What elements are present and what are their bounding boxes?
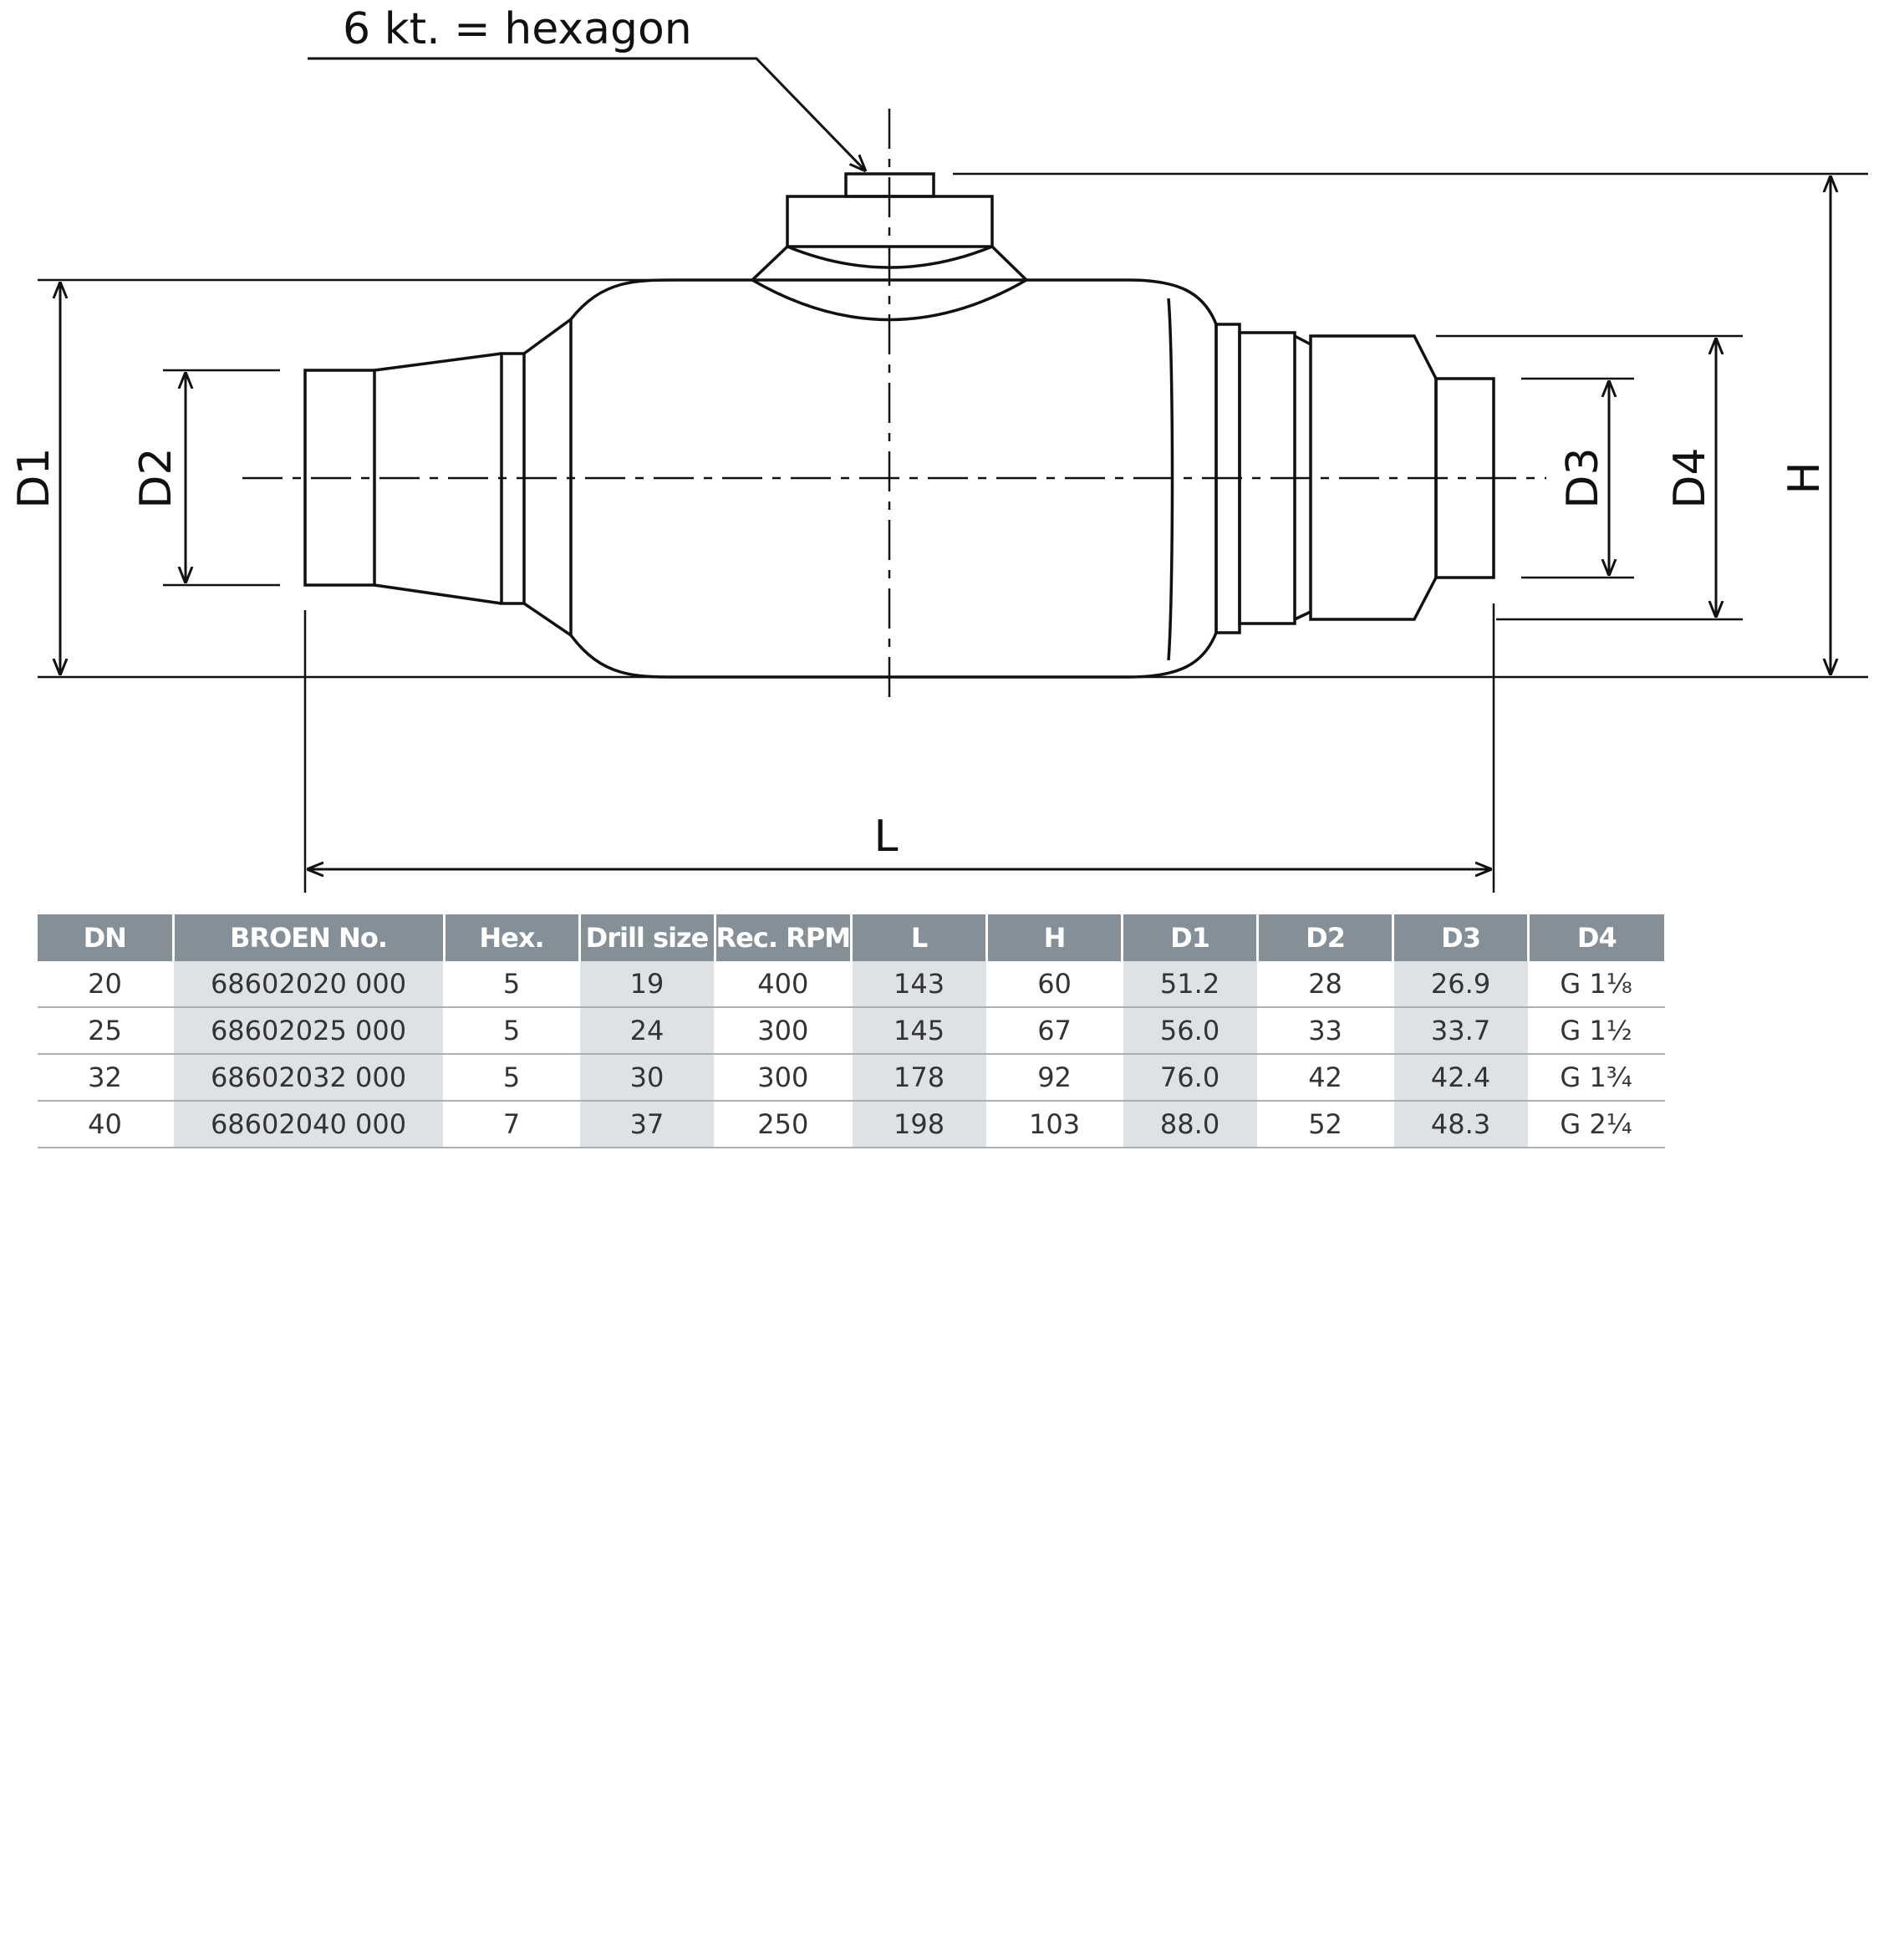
cell-h: 92 bbox=[987, 1054, 1123, 1101]
cell-d3: 42.4 bbox=[1393, 1054, 1529, 1101]
col-header-rec-rpm: Rec. RPM bbox=[715, 914, 852, 961]
col-header-broen-no: BROEN No. bbox=[173, 914, 444, 961]
dim-label-d3: D3 bbox=[1558, 447, 1608, 509]
cell-hex: 7 bbox=[444, 1101, 579, 1148]
cell-drill-size: 30 bbox=[579, 1054, 715, 1101]
cell-l: 145 bbox=[852, 1007, 987, 1054]
table-row bbox=[38, 1054, 1664, 1101]
col-header-d1: D1 bbox=[1123, 914, 1258, 961]
cell-dn: 40 bbox=[38, 1101, 173, 1148]
center-lines bbox=[242, 109, 1546, 706]
col-header-d2: D2 bbox=[1258, 914, 1393, 961]
col-header-l: L bbox=[852, 914, 987, 961]
cell-d3: 48.3 bbox=[1393, 1101, 1529, 1148]
cell-d1: 51.2 bbox=[1123, 961, 1258, 1007]
cell-d4: G 1⅛ bbox=[1529, 961, 1664, 1007]
cell-l: 143 bbox=[852, 961, 987, 1007]
cell-h: 60 bbox=[987, 961, 1123, 1007]
col-header-d4: D4 bbox=[1529, 914, 1664, 961]
cell-hex: 5 bbox=[444, 1054, 579, 1101]
cell-drill-size: 24 bbox=[579, 1007, 715, 1054]
dim-label-d4: D4 bbox=[1665, 447, 1715, 509]
cell-l: 198 bbox=[852, 1101, 987, 1148]
cell-dn: 20 bbox=[38, 961, 173, 1007]
table-row bbox=[38, 961, 1664, 1007]
cell-d3: 33.7 bbox=[1393, 1007, 1529, 1054]
cell-d4: G 1½ bbox=[1529, 1007, 1664, 1054]
cell-d1: 56.0 bbox=[1123, 1007, 1258, 1054]
cell-d4: G 2¼ bbox=[1529, 1101, 1664, 1148]
cell-rec-rpm: 300 bbox=[715, 1054, 852, 1101]
valve-body-outline bbox=[38, 174, 1868, 893]
dimension-table bbox=[38, 914, 1665, 1148]
cell-dn: 32 bbox=[38, 1054, 173, 1101]
cell-d2: 52 bbox=[1258, 1101, 1393, 1148]
cell-l: 178 bbox=[852, 1054, 987, 1101]
cell-d1: 76.0 bbox=[1123, 1054, 1258, 1101]
cell-d4: G 1¾ bbox=[1529, 1054, 1664, 1101]
cell-hex: 5 bbox=[444, 1007, 579, 1054]
cell-hex: 5 bbox=[444, 961, 579, 1007]
table-header-row bbox=[38, 914, 1664, 961]
cell-broen-no: 68602025 000 bbox=[173, 1007, 444, 1054]
table-row bbox=[38, 1007, 1664, 1054]
dim-label-d2: D2 bbox=[131, 447, 181, 509]
cell-rec-rpm: 300 bbox=[715, 1007, 852, 1054]
col-header-d3: D3 bbox=[1393, 914, 1529, 961]
cell-dn: 25 bbox=[38, 1007, 173, 1054]
dim-label-h: H bbox=[1780, 461, 1830, 495]
cell-h: 103 bbox=[987, 1101, 1123, 1148]
cell-drill-size: 37 bbox=[579, 1101, 715, 1148]
col-header-dn: DN bbox=[38, 914, 173, 961]
col-header-drill-size: Drill size bbox=[579, 914, 715, 961]
hexagon-leader bbox=[308, 59, 866, 171]
valve-technical-drawing bbox=[0, 0, 1884, 903]
cell-d3: 26.9 bbox=[1393, 961, 1529, 1007]
cell-broen-no: 68602032 000 bbox=[173, 1054, 444, 1101]
cell-d2: 33 bbox=[1258, 1007, 1393, 1054]
dim-label-d1: D1 bbox=[9, 447, 59, 509]
col-header-hex: Hex. bbox=[444, 914, 579, 961]
dim-label-l: L bbox=[873, 812, 899, 862]
cell-rec-rpm: 250 bbox=[715, 1101, 852, 1148]
col-header-h: H bbox=[987, 914, 1123, 961]
cell-h: 67 bbox=[987, 1007, 1123, 1054]
table-row bbox=[38, 1101, 1664, 1148]
cell-drill-size: 19 bbox=[579, 961, 715, 1007]
cell-d1: 88.0 bbox=[1123, 1101, 1258, 1148]
cell-d2: 42 bbox=[1258, 1054, 1393, 1101]
cell-rec-rpm: 400 bbox=[715, 961, 852, 1007]
cell-broen-no: 68602020 000 bbox=[173, 961, 444, 1007]
cell-d2: 28 bbox=[1258, 961, 1393, 1007]
hexagon-note: 6 kt. = hexagon bbox=[343, 4, 692, 54]
cell-broen-no: 68602040 000 bbox=[173, 1101, 444, 1148]
